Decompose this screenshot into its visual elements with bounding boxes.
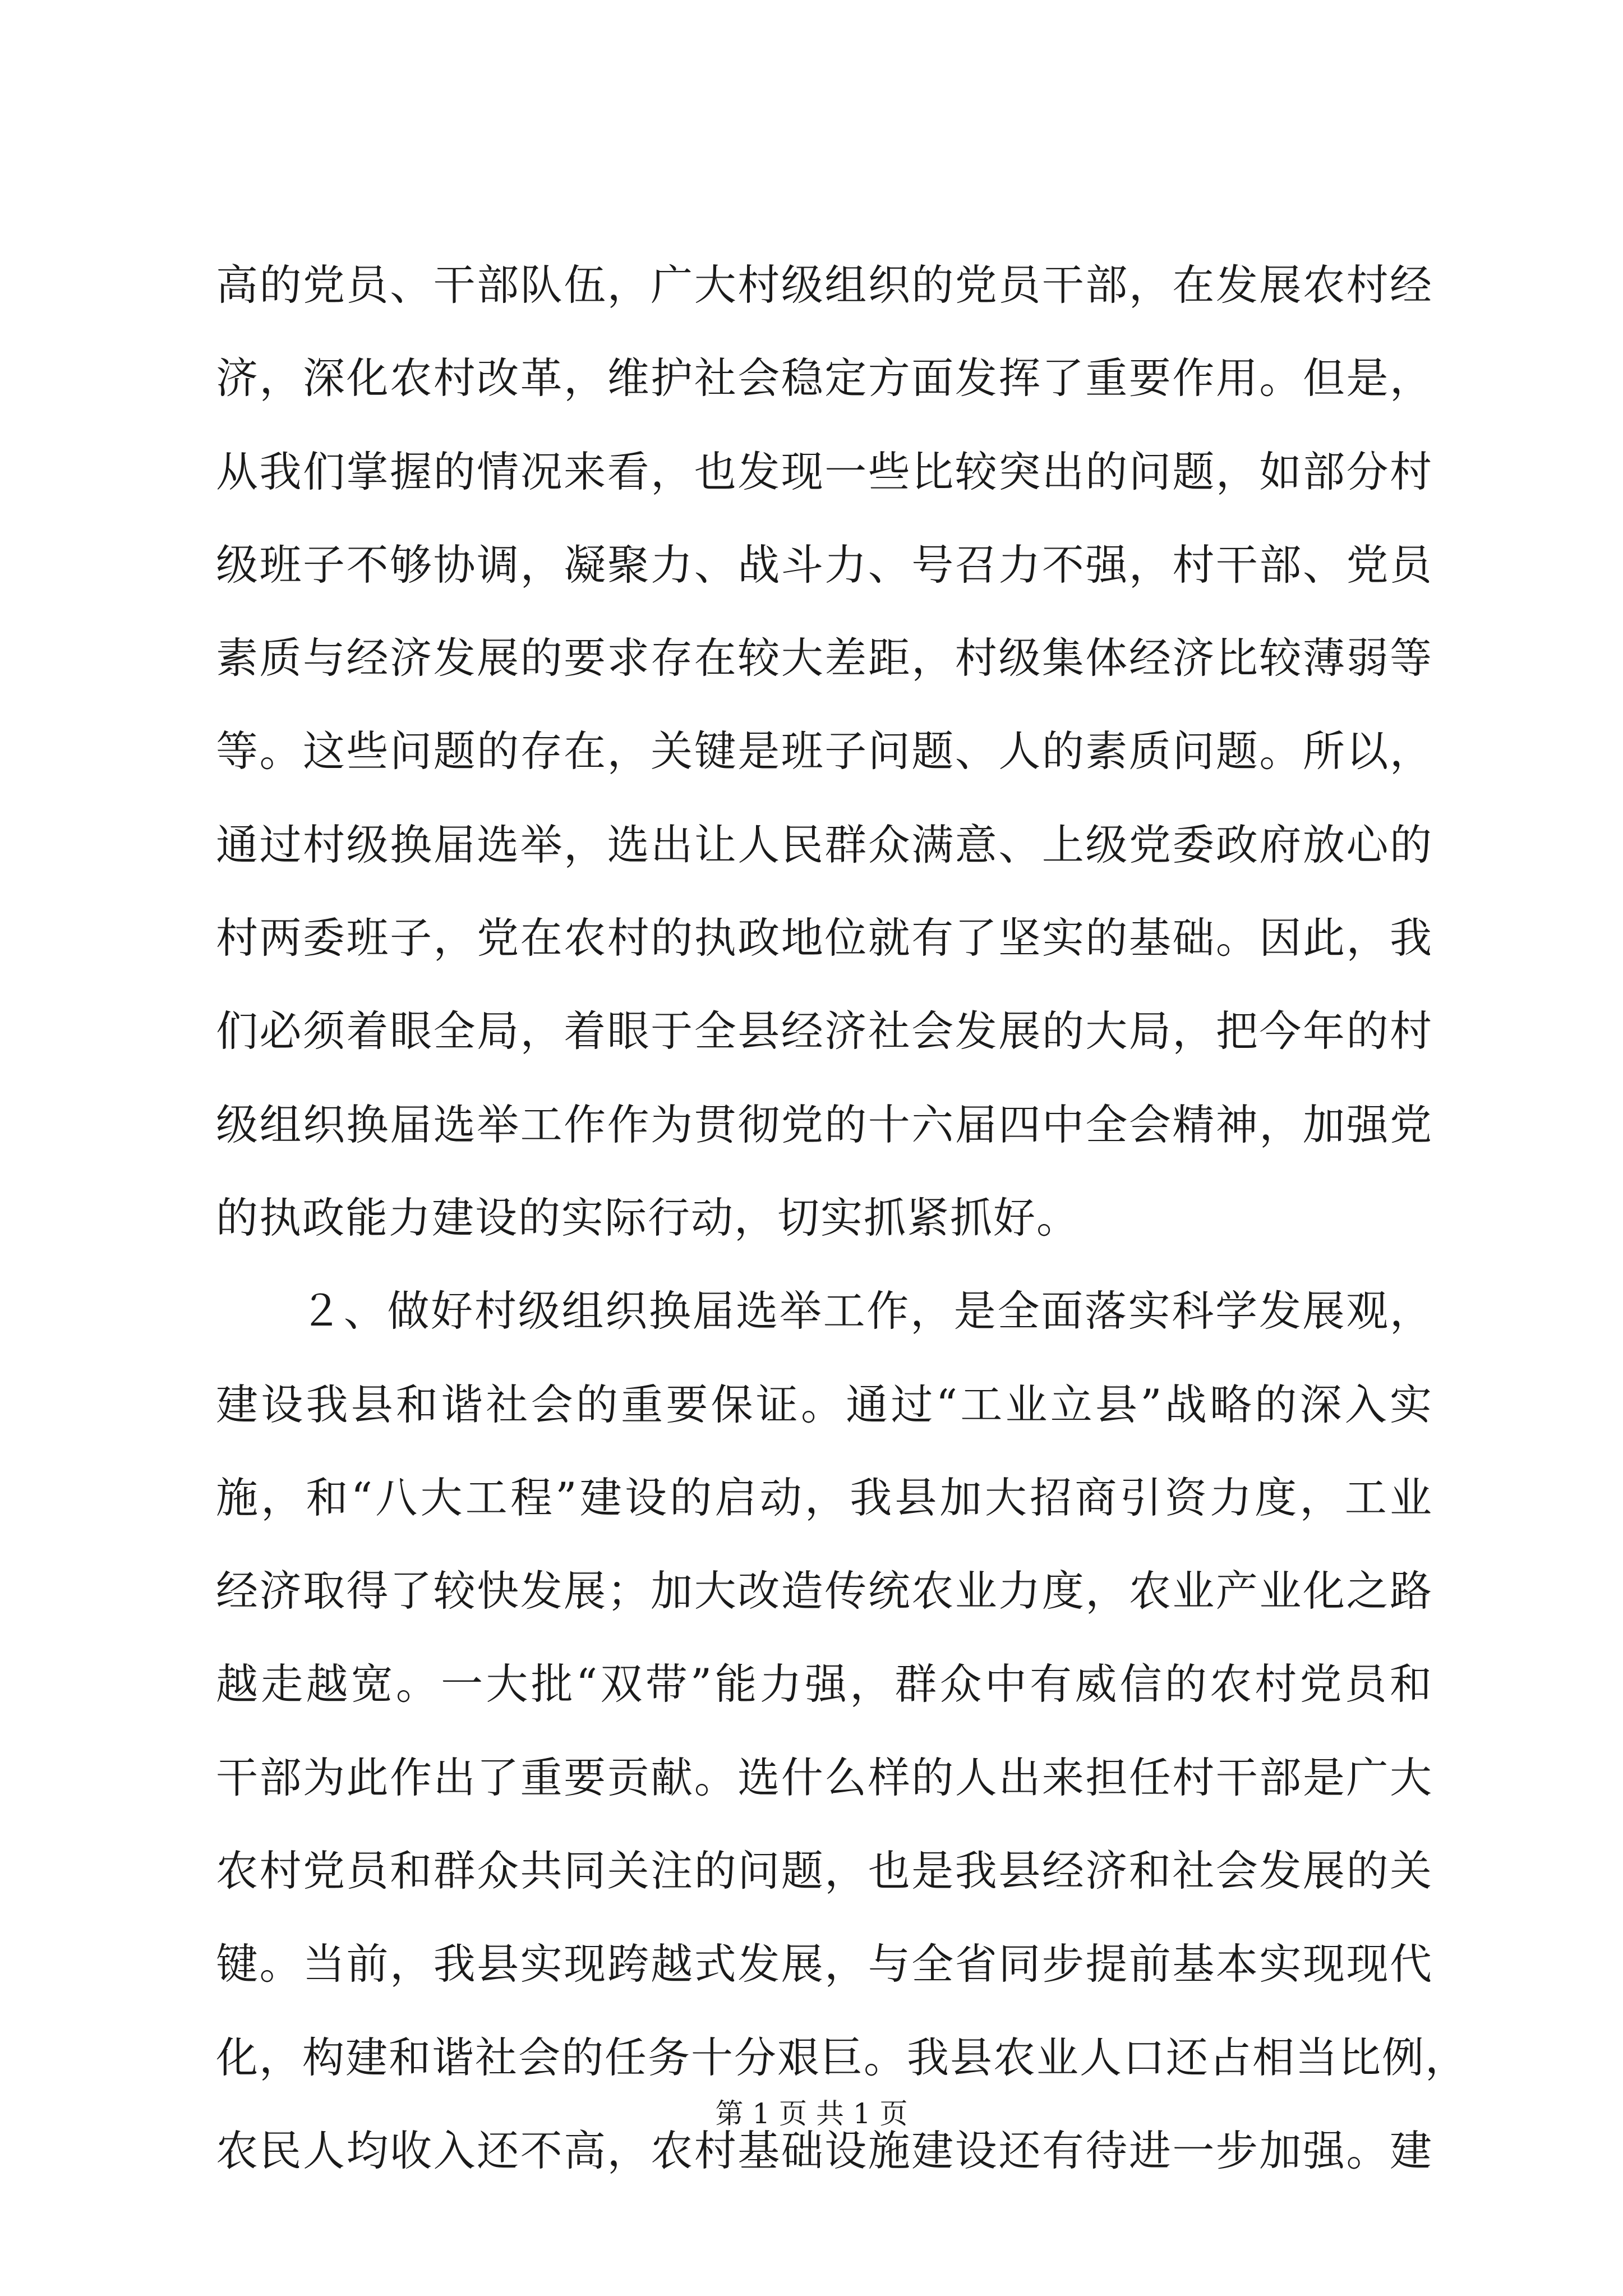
text-line: 级班子不够协调，凝聚力、战斗力、号召力不强，村干部、党员 [216, 540, 1433, 590]
text-line: 经济取得了较快发展；加大改造传统农业力度，农业产业化之路 [216, 1566, 1433, 1616]
text-line: 施，和“八大工程”建设的启动，我县加大招商引资力度，工业 [216, 1473, 1433, 1522]
text-line: 的执政能力建设的实际行动，切实抓紧抓好。 [216, 1193, 1080, 1243]
text-line: 村两委班子，党在农村的执政地位就有了坚实的基础。因此，我 [216, 913, 1433, 963]
page-footer [0, 2097, 1623, 2131]
paragraph-first-line: ２、做好村级组织换届选举工作，是全面落实科学发展观， [300, 1286, 1433, 1336]
text-line: 高的党员、干部队伍，广大村级组织的党员干部，在发展农村经 [216, 260, 1433, 310]
text-line: 从我们掌握的情况来看，也发现一些比较突出的问题，如部分村 [216, 447, 1433, 496]
text-line: 键。当前，我县实现跨越式发展，与全省同步提前基本实现现代 [216, 1939, 1433, 1989]
text-line: 干部为此作出了重要贡献。选什么样的人出来担任村干部是广大 [216, 1752, 1433, 1802]
document-body [216, 259, 1469, 2217]
text-line: 农民人均收入还不高，农村基础设施建设还有待进一步加强。建 [216, 2125, 1433, 2175]
text-line: 们必须着眼全局，着眼于全县经济社会发展的大局，把今年的村 [216, 1006, 1433, 1056]
text-line: 等。这些问题的存在，关键是班子问题、人的素质问题。所以， [216, 726, 1433, 776]
text-line: 济，深化农村改革，维护社会稳定方面发挥了重要作用。但是， [216, 353, 1433, 403]
page-number: 第 1 页 共 1 页 [715, 2097, 908, 2130]
text-line: 化，构建和谐社会的任务十分艰巨。我县农业人口还占相当比例， [216, 2032, 1469, 2082]
text-line: 越走越宽。一大批“双带”能力强，群众中有威信的农村党员和 [216, 1659, 1433, 1709]
text-line: 农村党员和群众共同关注的问题，也是我县经济和社会发展的关 [216, 1846, 1433, 1896]
text-line: 级组织换届选举工作作为贯彻党的十六届四中全会精神，加强党 [216, 1099, 1433, 1149]
text-line: 素质与经济发展的要求存在较大差距，村级集体经济比较薄弱等 [216, 633, 1433, 683]
text-line: 通过村级换届选举，选出让人民群众满意、上级党委政府放心的 [216, 820, 1433, 869]
text-line: 建设我县和谐社会的重要保证。通过“工业立县”战略的深入实 [216, 1379, 1433, 1429]
